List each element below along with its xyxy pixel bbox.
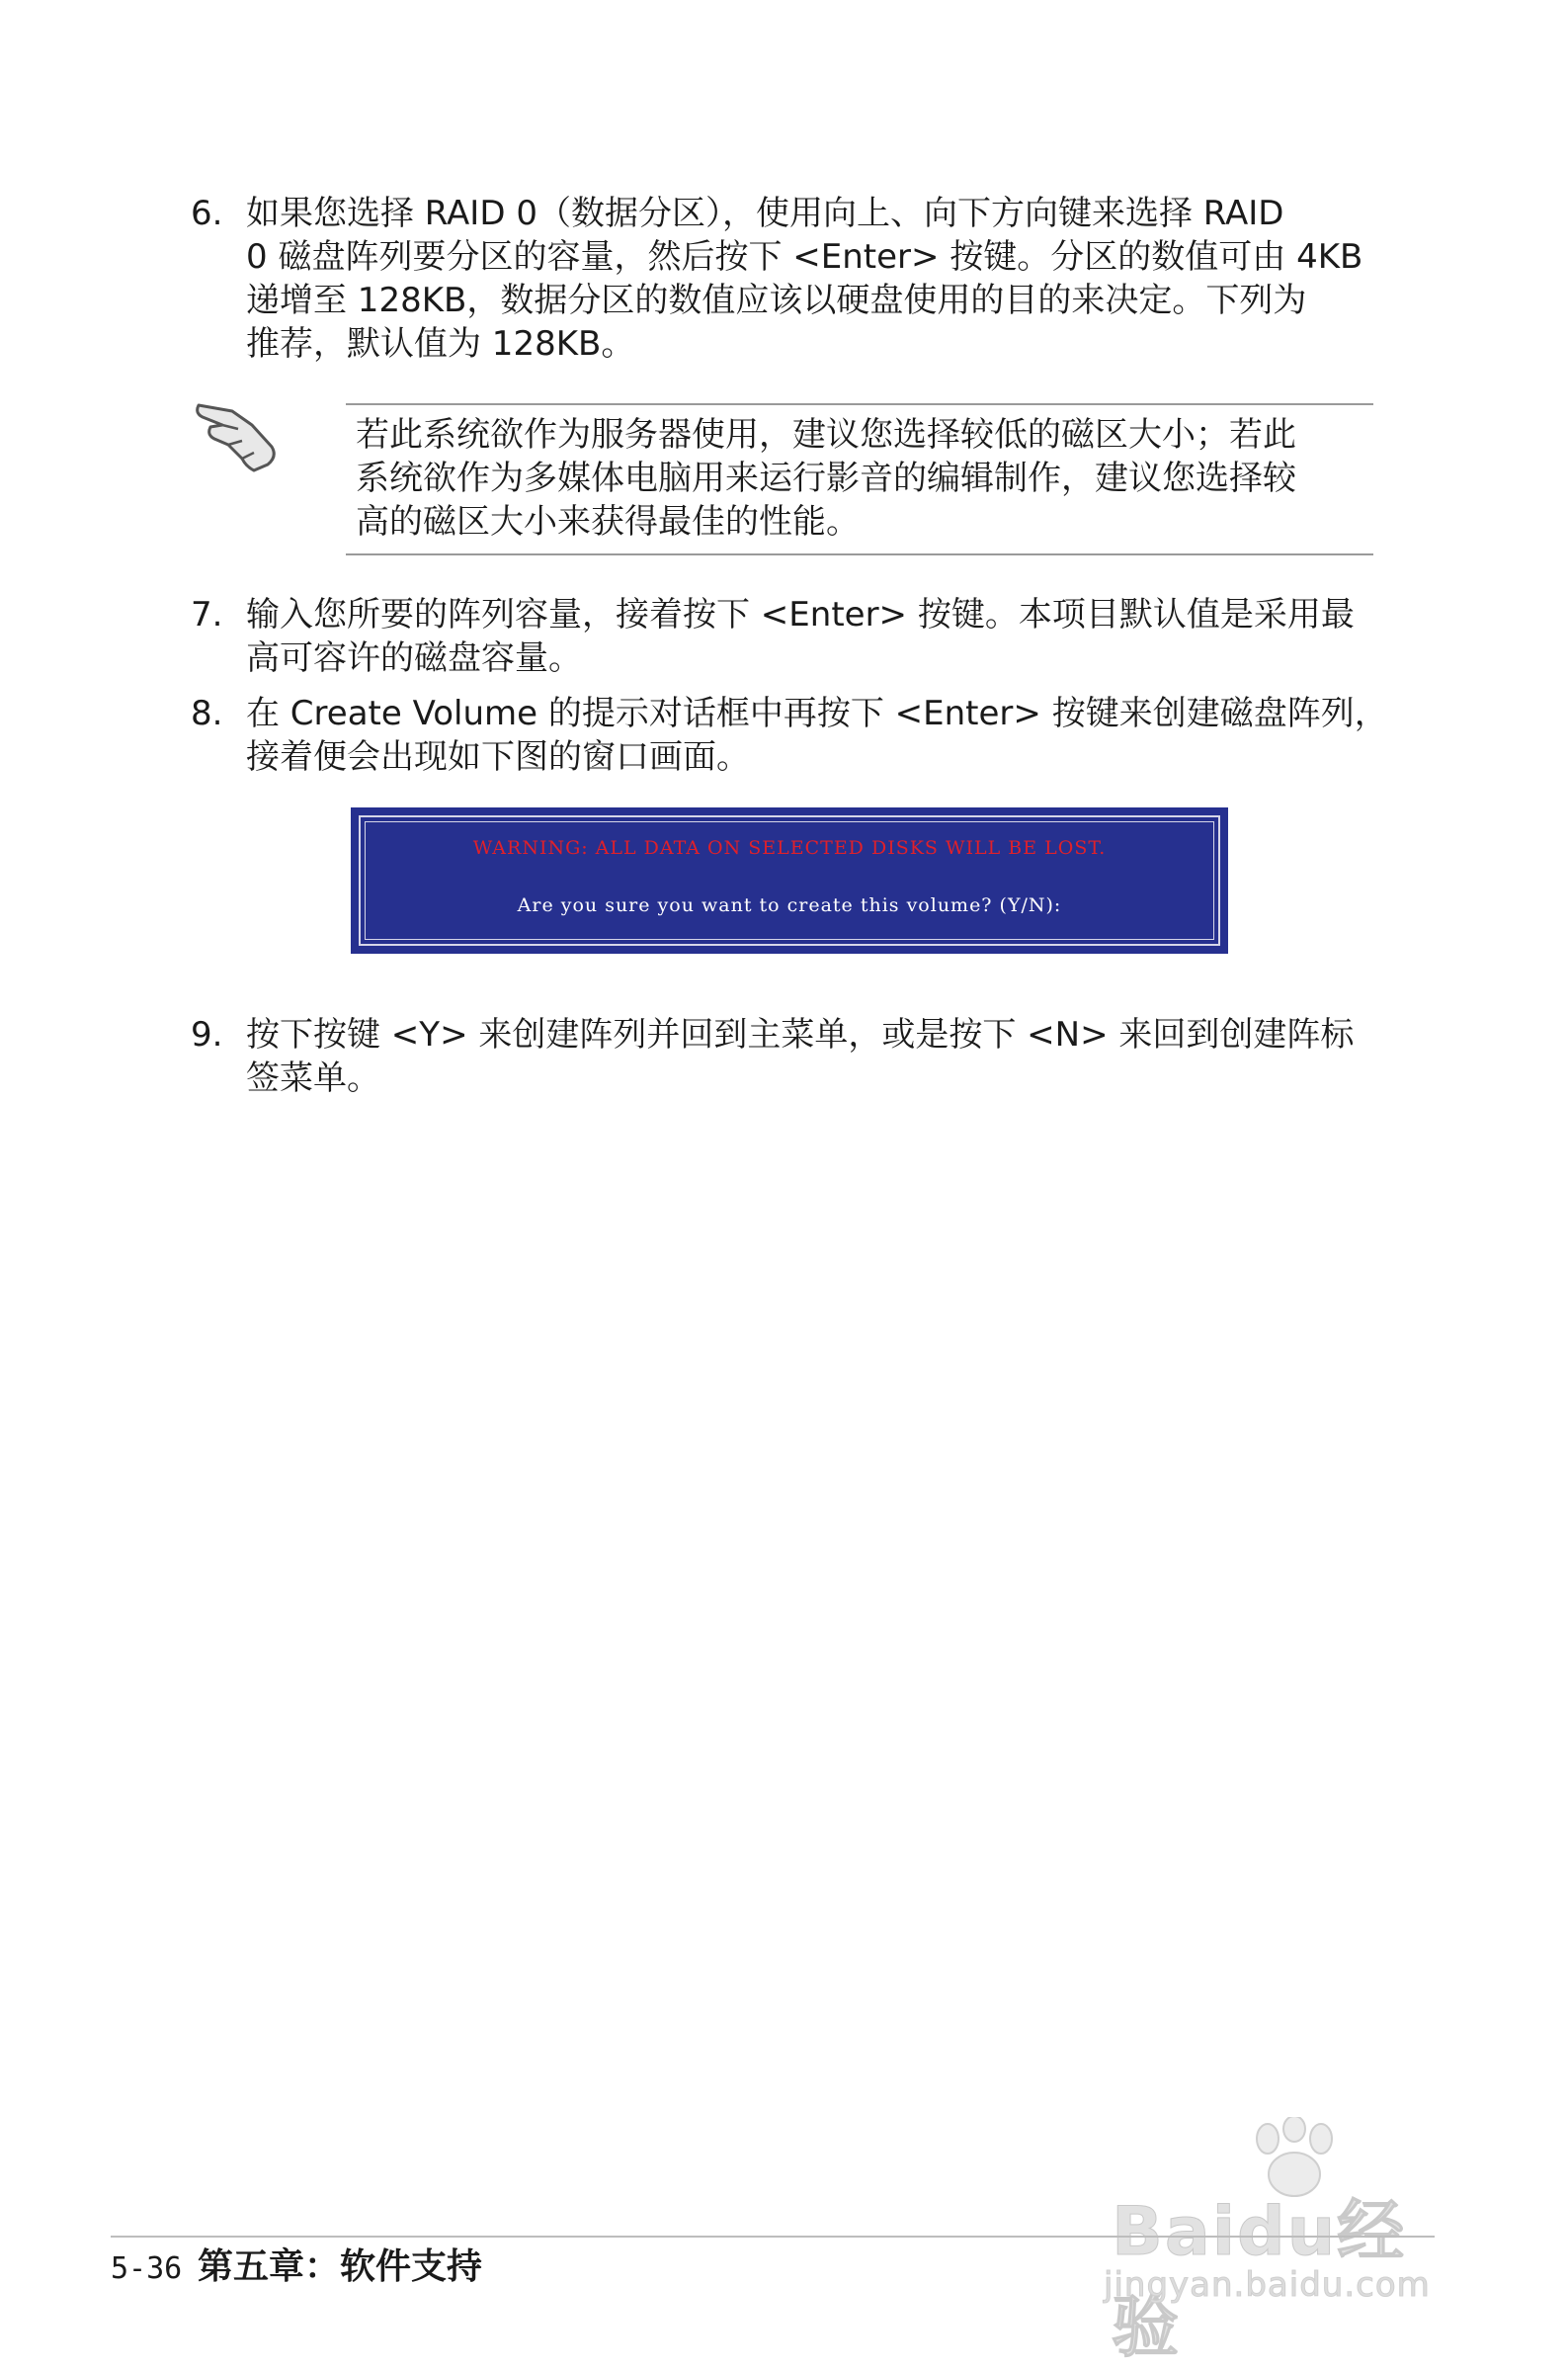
watermark-url: jingyan.baidu.com bbox=[1104, 2265, 1431, 2305]
step-line: 高可容许的磁盘容量。 bbox=[246, 638, 582, 678]
step-line: 如果您选择 RAID 0（数据分区），使用向上、向下方向键来选择 RAID bbox=[246, 194, 1284, 233]
footer-divider bbox=[111, 2236, 1435, 2238]
step-line: 推荐，默认值为 128KB。 bbox=[246, 324, 635, 364]
note-line: 高的磁区大小来获得最佳的性能。 bbox=[356, 502, 860, 542]
step-7 bbox=[191, 593, 1366, 680]
step-number: 9. bbox=[191, 1015, 223, 1055]
step-line: 0 磁盘阵列要分区的容量，然后按下 <Enter> 按键。分区的数值可由 4KB bbox=[246, 237, 1363, 277]
page-number: 5-36 bbox=[111, 2251, 183, 2286]
step-line: 输入您所要的阵列容量，接着按下 <Enter> 按键。本项目默认值是采用最 bbox=[246, 595, 1355, 635]
step-number: 6. bbox=[191, 194, 223, 233]
step-number: 8. bbox=[191, 694, 223, 733]
step-text bbox=[246, 1013, 1366, 1100]
chapter-title: 第五章：软件支持 bbox=[198, 2246, 483, 2287]
dialog-frame bbox=[359, 815, 1220, 946]
baidu-watermark bbox=[1092, 2117, 1467, 2367]
step-line: 签菜单。 bbox=[246, 1058, 380, 1098]
pointing-hand-icon bbox=[193, 395, 284, 474]
dialog-prompt-text: Are you sure you want to create this volume? (Y/N): bbox=[517, 894, 1062, 916]
step-8 bbox=[191, 692, 1388, 779]
note-line: 若此系统欲作为服务器使用，建议您选择较低的磁区大小；若此 bbox=[356, 415, 1296, 455]
step-line: 接着便会出现如下图的窗口画面。 bbox=[246, 737, 750, 777]
step-text bbox=[246, 692, 1388, 779]
step-6 bbox=[191, 192, 1366, 366]
create-volume-dialog bbox=[351, 807, 1228, 954]
step-9 bbox=[191, 1013, 1366, 1100]
step-line: 递增至 128KB，数据分区的数值应该以硬盘使用的目的来决定。下列为 bbox=[246, 281, 1307, 320]
step-number: 7. bbox=[191, 595, 223, 635]
note-line: 系统欲作为多媒体电脑用来运行影音的编辑制作，建议您选择较 bbox=[356, 459, 1296, 498]
step-line: 在 Create Volume 的提示对话框中再按下 <Enter> 按键来创建磁盘阵列， bbox=[246, 694, 1388, 733]
step-text bbox=[246, 593, 1366, 680]
dialog-warning-text: WARNING: ALL DATA ON SELECTED DISKS WILL BE LOST. bbox=[472, 837, 1107, 859]
watermark-brand: Baidu经验 bbox=[1112, 2193, 1407, 2367]
step-text bbox=[246, 192, 1366, 366]
step-line: 按下按键 <Y> 来创建阵列并回到主菜单，或是按下 <N> 来回到创建阵标 bbox=[246, 1015, 1355, 1055]
note-box bbox=[346, 403, 1373, 555]
